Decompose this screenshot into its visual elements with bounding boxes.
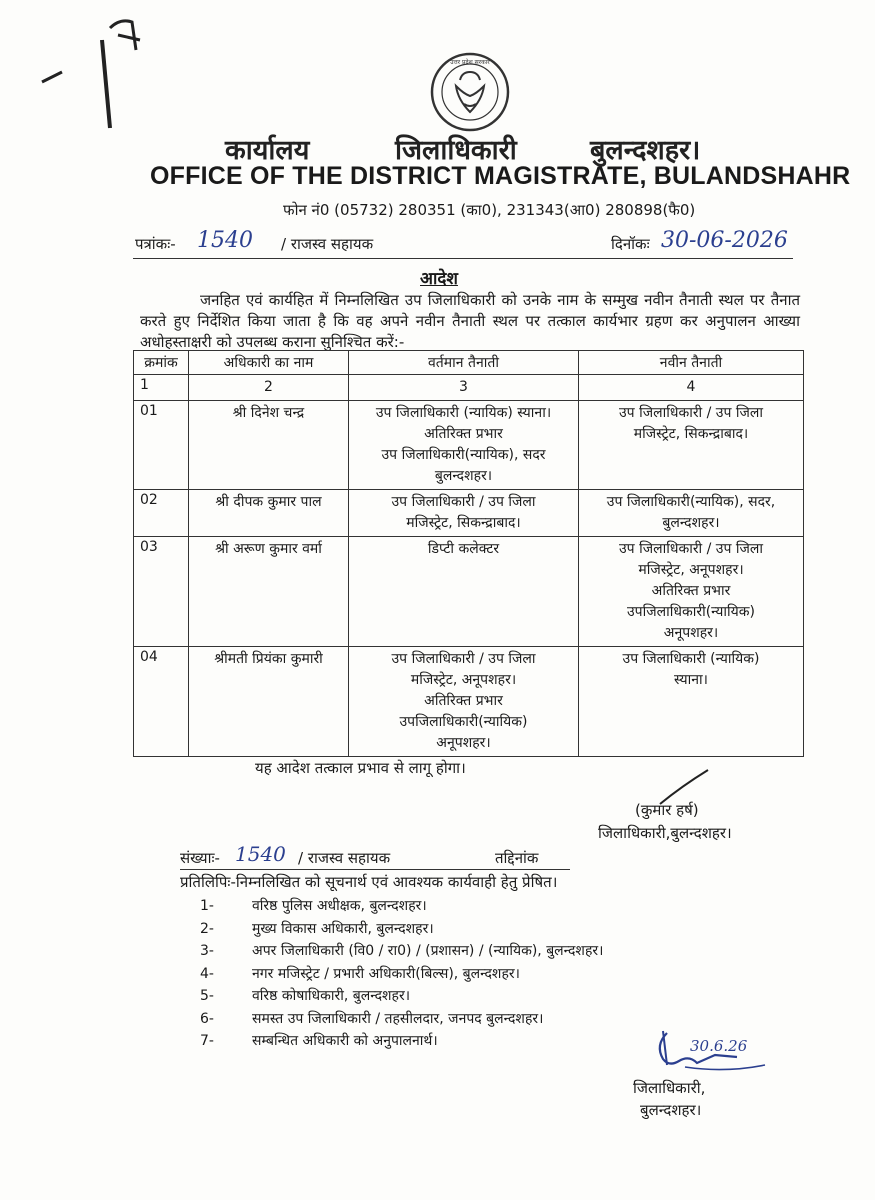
posting-line: अतिरिक्त प्रभार — [651, 583, 731, 599]
current-posting — [349, 647, 579, 757]
row-serial: 04 — [134, 647, 189, 757]
officer-name: श्री दीपक कुमार पाल — [189, 490, 349, 537]
signature-date: 30.6.26 — [690, 1037, 748, 1055]
date-label: दिनॉकः — [611, 235, 650, 253]
emblem-text: उत्तर प्रदेश सरकार — [450, 59, 490, 66]
posting-line: बुलन्दशहर। — [434, 468, 493, 484]
col-header-name: अधिकारी का नाम — [189, 351, 349, 375]
table-header-row — [134, 351, 804, 375]
current-posting — [349, 490, 579, 537]
posting-line: उप जिलाधिकारी (न्यायिक) — [622, 651, 760, 667]
reference-label: पत्रांकः- — [135, 235, 176, 253]
col-header-sn: क्रमांक — [134, 351, 189, 375]
row-serial: 03 — [134, 537, 189, 647]
posting-line: स्याना। — [674, 672, 708, 688]
current-posting — [349, 537, 579, 647]
phone-line: फोन नं0 (05732) 280351 (का0), 231343(आ0) 280898(फै0) — [283, 201, 696, 219]
signatory-designation: जिलाधिकारी,बुलन्दशहर। — [598, 824, 732, 842]
posting-line: उप जिलाधिकारी(न्यायिक), सदर — [381, 447, 546, 463]
posting-line: बुलन्दशहर। — [662, 515, 720, 531]
list-item — [200, 941, 603, 964]
recipient-text: सम्बन्धित अधिकारी को अनुपालनार्थ। — [252, 1033, 438, 1049]
copy-heading: प्रतिलिपिः-निम्नलिखित को सूचनार्थ एवं आवश्यक कार्यवाही हेतु प्रेषित। — [180, 873, 558, 891]
posting-line: उप जिलाधिकारी / उप जिला — [391, 494, 536, 510]
final-designation-line2: बुलन्दशहर। — [640, 1101, 702, 1119]
list-item — [200, 1031, 603, 1054]
row-serial: 02 — [134, 490, 189, 537]
posting-line: उप जिलाधिकारी / उप जिला — [619, 541, 763, 557]
col-number: 1 — [134, 375, 189, 401]
officer-name: श्री अरूण कुमार वर्मा — [189, 537, 349, 647]
table-row — [134, 647, 804, 757]
recipient-text: वरिष्ठ कोषाधिकारी, बुलन्दशहर। — [252, 988, 411, 1004]
pen-mark-icon — [40, 10, 160, 140]
city-word: बुलन्दशहर। — [590, 135, 701, 166]
recipient-text: वरिष्ठ पुलिस अधीक्षक, बुलन्दशहर। — [252, 898, 427, 914]
col-number: 3 — [349, 375, 579, 401]
office-word: कार्यालय — [225, 135, 310, 166]
reference-number: 1540 — [197, 228, 253, 253]
col-number: 2 — [189, 375, 349, 401]
reference-date: 30-06-2026 — [661, 228, 788, 253]
order-paragraph: जनहित एवं कार्यहित में निम्नलिखित उप जिलाधिकारी को उनके नाम के सम्मुख नवीन तैनाती स्थल पर तैनात करते हुए निर्देशित किया जाता है कि वह अपने नवीन तैनाती स्थल पर तत्काल कार्यभार ग्रहण कर अनुपालन आख्या अधोहस्ताक्षरी को उपलब्ध कराना सुनिश्चित करें:- — [140, 291, 800, 351]
recipient-number: 7- — [200, 1033, 214, 1049]
row-serial: 01 — [134, 401, 189, 490]
recipient-text: समस्त उप जिलाधिकारी / तहसीलदार, जनपद बुलन्दशहर। — [252, 1010, 544, 1027]
list-item — [200, 896, 603, 919]
table-row — [134, 490, 804, 537]
posting-line: अतिरिक्त प्रभार — [424, 426, 503, 442]
recipient-number: 4- — [200, 965, 214, 982]
list-item — [200, 964, 603, 987]
reference-line — [133, 230, 793, 260]
recipient-text: मुख्य विकास अधिकारी, बुलन्दशहर। — [252, 920, 434, 937]
office-title-hindi — [225, 130, 725, 166]
posting-line: डिप्टी कलेक्टर — [427, 541, 500, 557]
table-number-row — [134, 375, 804, 401]
list-item — [200, 919, 603, 942]
posting-line: अतिरिक्त प्रभार — [424, 693, 503, 709]
dm-word: जिलाधिकारी — [395, 135, 517, 166]
posting-line: मजिस्ट्रेट, अनूपशहर। — [410, 672, 517, 688]
recipient-number: 1- — [200, 898, 214, 914]
new-posting — [579, 490, 804, 537]
order-title: आदेश — [420, 269, 458, 289]
state-emblem-icon — [428, 50, 512, 134]
recipient-number: 2- — [200, 920, 214, 937]
reference-rule — [133, 258, 793, 259]
posting-line: मजिस्ट्रेट, सिकन्द्राबाद। — [406, 515, 521, 531]
signatory-name: (कुमार हर्ष) — [635, 801, 699, 819]
recipient-number: 5- — [200, 988, 214, 1004]
posting-line: उप जिलाधिकारी (न्यायिक) स्याना। — [375, 405, 552, 421]
col-number: 4 — [579, 375, 804, 401]
reference-section: / राजस्व सहायक — [281, 235, 374, 253]
copy-no-label: संख्याः- — [180, 849, 220, 867]
posting-line: अनूपशहर। — [436, 735, 491, 751]
new-posting — [579, 401, 804, 490]
final-designation-line1: जिलाधिकारी, — [633, 1079, 706, 1097]
new-posting — [579, 537, 804, 647]
posting-line: उपजिलाधिकारी(न्यायिक) — [399, 714, 528, 730]
posting-line: उप जिलाधिकारी / उप जिला — [391, 651, 536, 667]
copy-number-line — [180, 842, 580, 872]
posting-table — [133, 350, 804, 757]
posting-line: मजिस्ट्रेट, अनूपशहर। — [638, 562, 744, 578]
posting-line: अनूपशहर। — [663, 625, 719, 641]
copy-section: / राजस्व सहायक — [298, 849, 391, 867]
posting-line: उपजिलाधिकारी(न्यायिक) — [626, 604, 756, 620]
copy-same-date: तद्दिनांक — [495, 849, 539, 867]
table-body — [134, 401, 804, 757]
copy-number: 1540 — [235, 842, 286, 866]
posting-line: उप जिलाधिकारी(न्यायिक), सदर, — [606, 494, 776, 510]
effect-note: यह आदेश तत्काल प्रभाव से लागू होगा। — [255, 759, 466, 777]
officer-name: श्री दिनेश चन्द्र — [189, 401, 349, 490]
current-posting — [349, 401, 579, 490]
officer-name: श्रीमती प्रियंका कुमारी — [189, 647, 349, 757]
posting-line: मजिस्ट्रेट, सिकन्द्राबाद। — [633, 426, 749, 442]
copy-number-rule — [180, 869, 570, 870]
col-header-new: नवीन तैनाती — [579, 351, 804, 375]
posting-line: उप जिलाधिकारी / उप जिला — [619, 405, 763, 421]
list-item — [200, 986, 603, 1009]
table-row — [134, 401, 804, 490]
recipient-text: नगर मजिस्ट्रेट / प्रभारी अधिकारी(बिल्स), बुलन्दशहर। — [252, 965, 520, 982]
recipient-list — [200, 896, 603, 1054]
new-posting — [579, 647, 804, 757]
list-item — [200, 1009, 603, 1032]
col-header-current: वर्तमान तैनाती — [349, 351, 579, 375]
table-row — [134, 537, 804, 647]
recipient-number: 6- — [200, 1010, 214, 1027]
recipient-number: 3- — [200, 943, 214, 959]
office-title-english: OFFICE OF THE DISTRICT MAGISTRATE, BULANDSHAHR — [150, 162, 851, 190]
recipient-text: अपर जिलाधिकारी (वि0 / रा0) / (प्रशासन) / (न्यायिक), बुलन्दशहर। — [252, 943, 604, 959]
